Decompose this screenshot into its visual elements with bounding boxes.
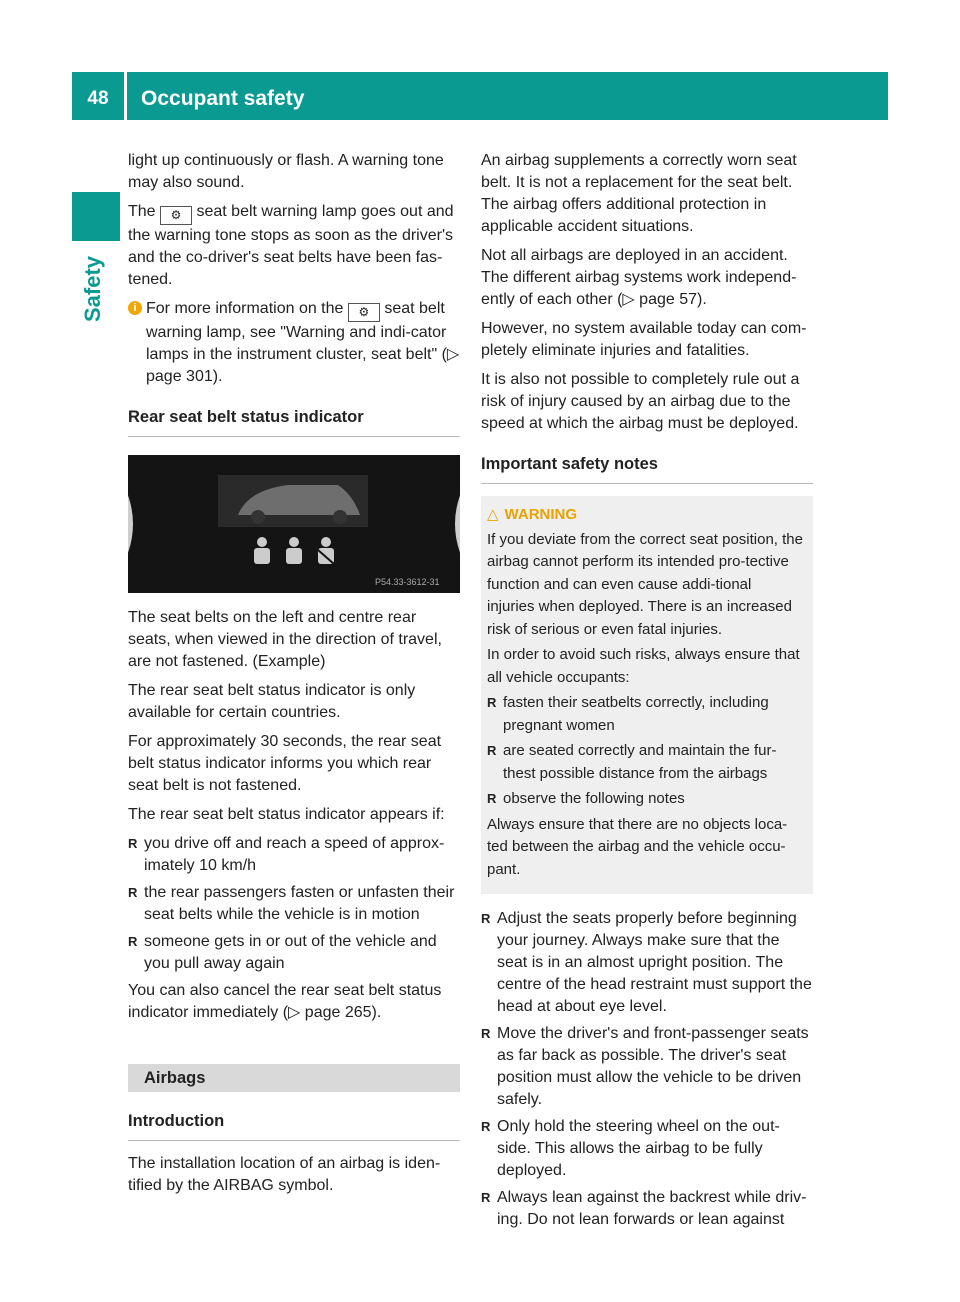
seat-belt-warning-icon: ⚙ xyxy=(160,206,192,225)
text: The xyxy=(128,203,156,220)
section-side-label: Safety xyxy=(80,255,105,322)
info-icon: i xyxy=(128,301,142,315)
list-item: R fasten their seatbelts correctly, including pregnant women xyxy=(487,692,803,737)
paragraph: The rear seat belt status indicator is only available for certain countries. xyxy=(128,682,416,721)
list-item: R observe the following notes xyxy=(487,788,803,811)
paragraph: However, no system available today can com-pletely eliminate injuries and fatalities. xyxy=(481,320,807,359)
paragraph: The rear seat belt status indicator appears if: xyxy=(128,806,445,823)
left-column xyxy=(128,150,460,1204)
warning-box xyxy=(481,496,813,894)
right-column xyxy=(481,150,813,1236)
list-item: R Always lean against the backrest while driv-ing. Do not lean forwards or lean against xyxy=(481,1187,813,1231)
list-item: R someone gets in or out of the vehicle and you pull away again xyxy=(128,931,460,975)
list-item: R Move the driver's and front-passenger seats as far back as possible. The driver's seat position must allow the vehicle to be driven safely. xyxy=(481,1023,813,1111)
text: seat belt warning lamp, see "Warning and indi-cator lamps in the instrument cluster, seat belt" (▷ page 301). xyxy=(146,300,460,385)
warning-triangle-icon: △ xyxy=(487,506,499,523)
list-item: R Only hold the steering wheel on the out-side. This allows the airbag to be fully deployed. xyxy=(481,1116,813,1182)
section-title-bar: Airbags xyxy=(128,1064,460,1092)
paragraph: It is also not possible to completely rule out a risk of injury caused by an airbag due to the speed at which the airbag must be deployed. xyxy=(481,371,800,432)
text: seat belt warning lamp goes out and the warning tone stops as soon as the driver's and the co-driver's seat belts have been fas-tened. xyxy=(128,203,454,288)
text: For more information on the xyxy=(146,300,344,317)
paragraph: The seat belts on the left and centre rear seats, when viewed in the direction of travel, are not fastened. (Example) xyxy=(128,609,442,670)
list-item: R Adjust the seats properly before beginning your journey. Always make sure that the seat is in an almost upright position. The centre of the head restraint must support the head at about eye level. xyxy=(481,908,813,1018)
page-title: Occupant safety xyxy=(141,87,305,110)
info-note xyxy=(128,298,460,388)
section-tab-marker xyxy=(72,192,120,241)
paragraph: In order to avoid such risks, always ensure that all vehicle occupants: xyxy=(487,646,800,686)
paragraph: If you deviate from the correct seat position, the airbag cannot perform its intended pro-tective function and can even cause addi-tional injuries when deployed. There is an increased risk of serious or even fatal injuries. xyxy=(487,530,803,638)
paragraph: Not all airbags are deployed in an accident. The different airbag systems work independ-ently of each other (▷ page 57). xyxy=(481,247,797,308)
list-item: R are seated correctly and maintain the fur-thest possible distance from the airbags xyxy=(487,740,803,785)
list-item: R the rear passengers fasten or unfasten their seat belts while the vehicle is in motion xyxy=(128,882,460,926)
section-heading: Introduction xyxy=(128,1110,460,1141)
page-number: 48 xyxy=(87,88,109,109)
paragraph: An airbag supplements a correctly worn seat belt. It is not a replacement for the seat belt. The airbag offers additional protection in applicable accident situations. xyxy=(481,152,797,235)
paragraph: You can also cancel the rear seat belt status indicator immediately (▷ page 265). xyxy=(128,982,442,1021)
list-item: R you drive off and reach a speed of approx-imately 10 km/h xyxy=(128,833,460,877)
warning-title xyxy=(487,504,803,527)
section-heading: Important safety notes xyxy=(481,453,813,484)
section-heading: Rear seat belt status indicator xyxy=(128,406,460,437)
paragraph: Always ensure that there are no objects loca-ted between the airbag and the vehicle occu-pant. xyxy=(487,815,788,878)
seat-belt-warning-icon: ⚙ xyxy=(348,303,380,322)
paragraph xyxy=(128,201,460,291)
rear-seat-belt-indicator-image xyxy=(128,455,460,593)
header-divider xyxy=(124,72,127,120)
paragraph: For approximately 30 seconds, the rear seat belt status indicator informs you which rear seat belt is not fastened. xyxy=(128,733,442,794)
figure-code: P54.33-3612-31 xyxy=(375,577,440,587)
paragraph: light up continuously or flash. A warning tone may also sound. xyxy=(128,152,444,191)
warning-title-text: WARNING xyxy=(504,506,578,523)
paragraph: The installation location of an airbag is iden-tified by the AIRBAG symbol. xyxy=(128,1155,441,1194)
